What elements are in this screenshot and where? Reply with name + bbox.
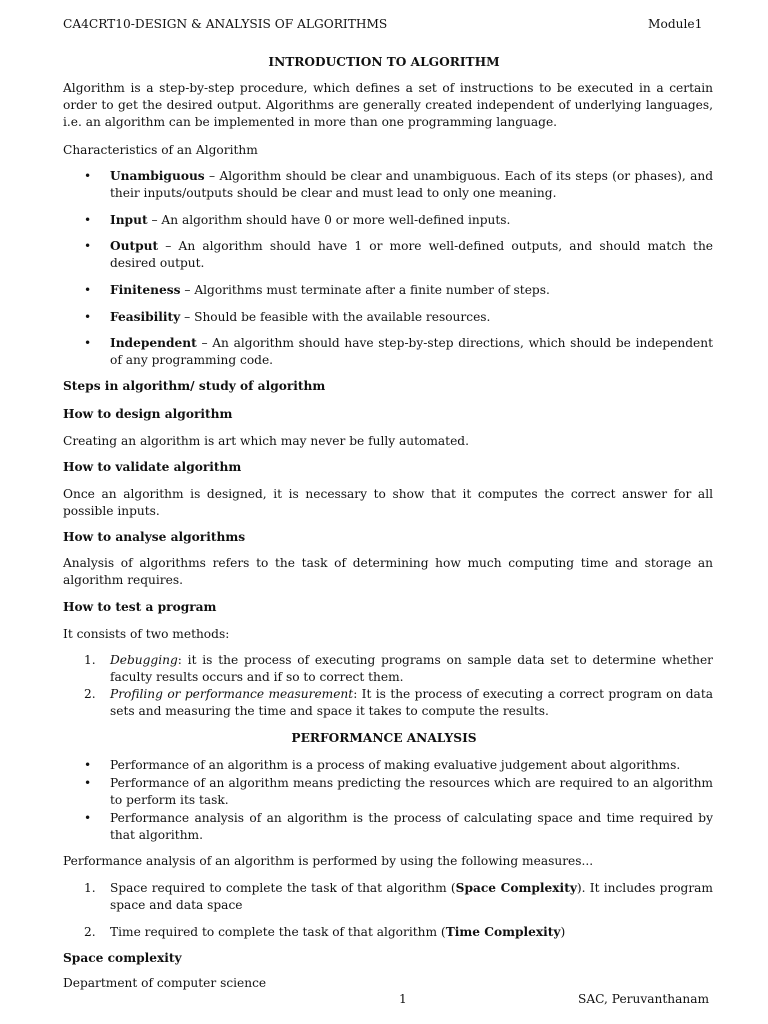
list-item: Performance of an algorithm is a process of making evaluative judgement about algorithms. <box>110 758 681 772</box>
list-item: Performance of an algorithm means predicting the resources which are required to an algorithm to perform its task. <box>110 776 713 807</box>
measure-term: Time Complexity <box>445 925 561 939</box>
list-item: Performance analysis of an algorithm is the process of calculating space and time required by that algorithm. <box>110 811 713 842</box>
measures-intro: Performance analysis of an algorithm is performed by using the following measures... <box>63 854 594 868</box>
list-number: 1. <box>84 653 96 667</box>
list-item <box>110 168 713 202</box>
steps-heading: Steps in algorithm/ study of algorithm <box>63 379 326 393</box>
test-text: It consists of two methods: <box>63 627 230 641</box>
header-module: Module1 <box>648 17 703 31</box>
list-number: 2. <box>84 925 96 939</box>
space-complexity-heading: Space complexity <box>63 951 182 965</box>
analyse-heading: How to analyse algorithms <box>63 530 246 544</box>
list-number: 1. <box>84 881 96 895</box>
list-item <box>110 238 713 272</box>
characteristic-term: Output <box>110 239 159 253</box>
measure-text: Space required to complete the task of that algorithm ( <box>110 881 456 895</box>
list-item <box>110 652 713 686</box>
validate-heading: How to validate algorithm <box>63 460 242 474</box>
footer-page-number: 1 <box>399 992 407 1006</box>
performance-heading: PERFORMANCE ANALYSIS <box>291 731 477 745</box>
design-text: Creating an algorithm is art which may never be fully automated. <box>63 434 469 448</box>
list-number: 2. <box>84 687 96 701</box>
characteristic-term: Feasibility <box>110 310 181 324</box>
bullet-glyph: • <box>84 811 92 825</box>
list-item <box>110 309 713 326</box>
list-item <box>110 686 713 720</box>
characteristic-text: – An algorithm should have 1 or more well-defined outputs, and should match the desired output. <box>110 239 713 270</box>
characteristic-text: – Algorithm should be clear and unambiguous. Each of its steps (or phases), and their inputs/outputs should be clear and must lead to only one meaning. <box>110 169 713 200</box>
bullet-glyph: • <box>84 776 92 790</box>
list-item <box>110 880 713 914</box>
intro-paragraph: Algorithm is a step-by-step procedure, which defines a set of instructions to be executed in a certain order to get the desired output. Algorithms are generally created independent of underlying languages, i.e. an algorithm can be implemented in more than one programming language. <box>63 81 713 129</box>
measure-text: ). It includes program space and data space <box>110 881 713 912</box>
bullet-glyph: • <box>84 169 92 183</box>
list-item <box>110 212 713 229</box>
bullet-glyph: • <box>84 283 92 297</box>
list-item <box>110 924 713 941</box>
bullet-glyph: • <box>84 213 92 227</box>
validate-text: Once an algorithm is designed, it is necessary to show that it computes the correct answer for all possible inputs. <box>63 487 713 518</box>
bullet-glyph: • <box>84 758 92 772</box>
intro-heading: INTRODUCTION TO ALGORITHM <box>268 55 500 69</box>
characteristic-term: Input <box>110 213 148 227</box>
measure-text: Time required to complete the task of that algorithm ( <box>110 925 446 939</box>
method-term: Debugging <box>110 653 178 667</box>
design-heading: How to design algorithm <box>63 407 233 421</box>
method-term: Profiling or performance measurement <box>110 687 354 701</box>
bullet-glyph: • <box>84 336 92 350</box>
measure-term: Space Complexity <box>455 881 577 895</box>
list-item <box>110 282 713 299</box>
method-text: : it is the process of executing programs on sample data set to determine whether faculty results occurs and if so to correct them. <box>110 653 713 684</box>
list-item <box>110 335 713 369</box>
footer-department: Department of computer science <box>63 976 267 990</box>
characteristic-term: Finiteness <box>110 283 181 297</box>
characteristics-label: Characteristics of an Algorithm <box>63 143 258 157</box>
footer-institution: SAC, Peruvanthanam <box>578 992 710 1006</box>
analyse-text: Analysis of algorithms refers to the task of determining how much computing time and storage an algorithm requires. <box>63 556 713 587</box>
characteristic-term: Unambiguous <box>110 169 205 183</box>
bullet-glyph: • <box>84 239 92 253</box>
test-heading: How to test a program <box>63 600 217 614</box>
characteristic-term: Independent <box>110 336 197 350</box>
characteristic-text: – An algorithm should have step-by-step directions, which should be independent of any programming code. <box>110 336 713 367</box>
header-course-title: CA4CRT10-DESIGN & ANALYSIS OF ALGORITHMS <box>63 17 388 31</box>
measure-text: ) <box>560 925 566 939</box>
bullet-glyph: • <box>84 310 92 324</box>
characteristic-text: – An algorithm should have 0 or more well-defined inputs. <box>147 213 511 227</box>
method-text: : It is the process of executing a correct program on data sets and measuring the time and space it takes to compute the results. <box>110 687 713 718</box>
characteristic-text: – Should be feasible with the available resources. <box>180 310 491 324</box>
characteristic-text: – Algorithms must terminate after a finite number of steps. <box>180 283 550 297</box>
